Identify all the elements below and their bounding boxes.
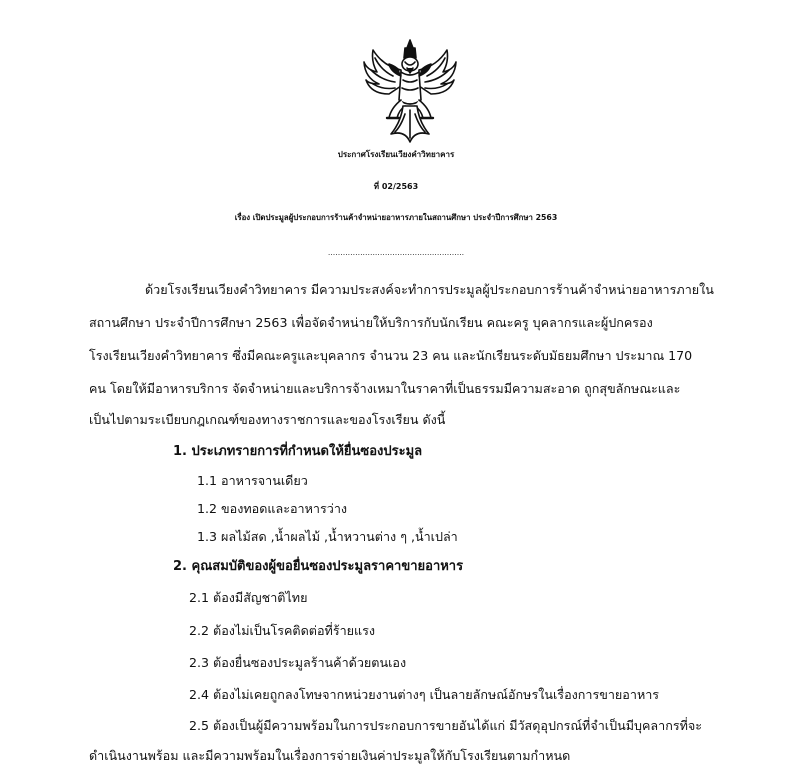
section-2-item-5: 2.5 ต้องเป็นผู้มีความพร้อมในการประกอบการขายอันได้แก่ มีวัสดุอุปกรณ์ที่จำเป็นมีบุคลากรที่จะ	[189, 718, 703, 733]
intro-line-4: คน โดยให้มีอาหารบริการ จัดจำหน่ายและบริการจ้างเหมาในราคาที่เป็นธรรมมีความสะอาด ถูกสุขลักษณะและ	[89, 381, 681, 396]
title-divider: .......................................................	[327, 248, 465, 257]
section-2-item-2: 2.2 ต้องไม่เป็นโรคติดต่อที่ร้ายแรง	[189, 623, 376, 638]
announcement-title: ประกาศโรงเรียนเวียงคำวิทยาคาร	[337, 150, 455, 159]
section-2-item-1: 2.1 ต้องมีสัญชาติไทย	[189, 590, 308, 605]
intro-line-1: ด้วยโรงเรียนเวียงคำวิทยาคาร มีความประสงค์จะทำการประมูลผู้ประกอบการร้านค้าจำหน่ายอาหารภายใน	[145, 282, 714, 297]
section-1-heading: 1. ประเภทรายการที่กำหนดให้ยื่นซองประมูล	[173, 444, 423, 459]
section-1-item-2: 1.2 ของทอดและอาหารว่าง	[197, 501, 348, 516]
announcement-subject: เรื่อง เปิดประมูลผู้ประกอบการร้านค้าจำหน่ายอาหารภายในสถานศึกษา ประจำปีการศึกษา 2563	[234, 213, 558, 222]
section-2-item-4: 2.4 ต้องไม่เคยถูกลงโทษจากหน่วยงานต่างๆ เป็นลายลักษณ์อักษรในเรื่องการขายอาหาร	[189, 687, 660, 702]
section-2-item-3: 2.3 ต้องยื่นซองประมูลร้านค้าด้วยตนเอง	[189, 655, 407, 670]
garuda-emblem	[361, 38, 459, 146]
intro-line-2: สถานศึกษา ประจำปีการศึกษา 2563 เพื่อจัดจำหน่ายให้บริการกับนักเรียน คณะครู บุคลากรและผู้ปกครอง	[89, 315, 653, 330]
intro-line-3: โรงเรียนเวียงคำวิทยาคาร ซึ่งมีคณะครูและบุคลากร จำนวน 23 คน และนักเรียนระดับมัธยมศึกษา ประมาณ 170	[89, 348, 693, 363]
section-1-item-1: 1.1 อาหารจานเดียว	[197, 473, 308, 488]
section-2-heading: 2. คุณสมบัติของผู้ขอยื่นซองประมูลราคาขายอาหาร	[173, 559, 464, 574]
section-1-item-3: 1.3 ผลไม้สด ,น้ำผลไม้ ,น้ำหวานต่าง ๆ ,น้ำเปล่า	[197, 529, 458, 544]
intro-line-5: เป็นไปตามระเบียบกฎเกณฑ์ของทางราชการและของโรงเรียน ดังนี้	[89, 412, 446, 427]
section-2-item-5-continuation: ดำเนินงานพร้อม และมีความพร้อมในเรื่องการจ่ายเงินค่าประมูลให้กับโรงเรียนตามกำหนด	[89, 748, 571, 763]
announcement-number: ที่ 02/2563	[373, 182, 419, 191]
